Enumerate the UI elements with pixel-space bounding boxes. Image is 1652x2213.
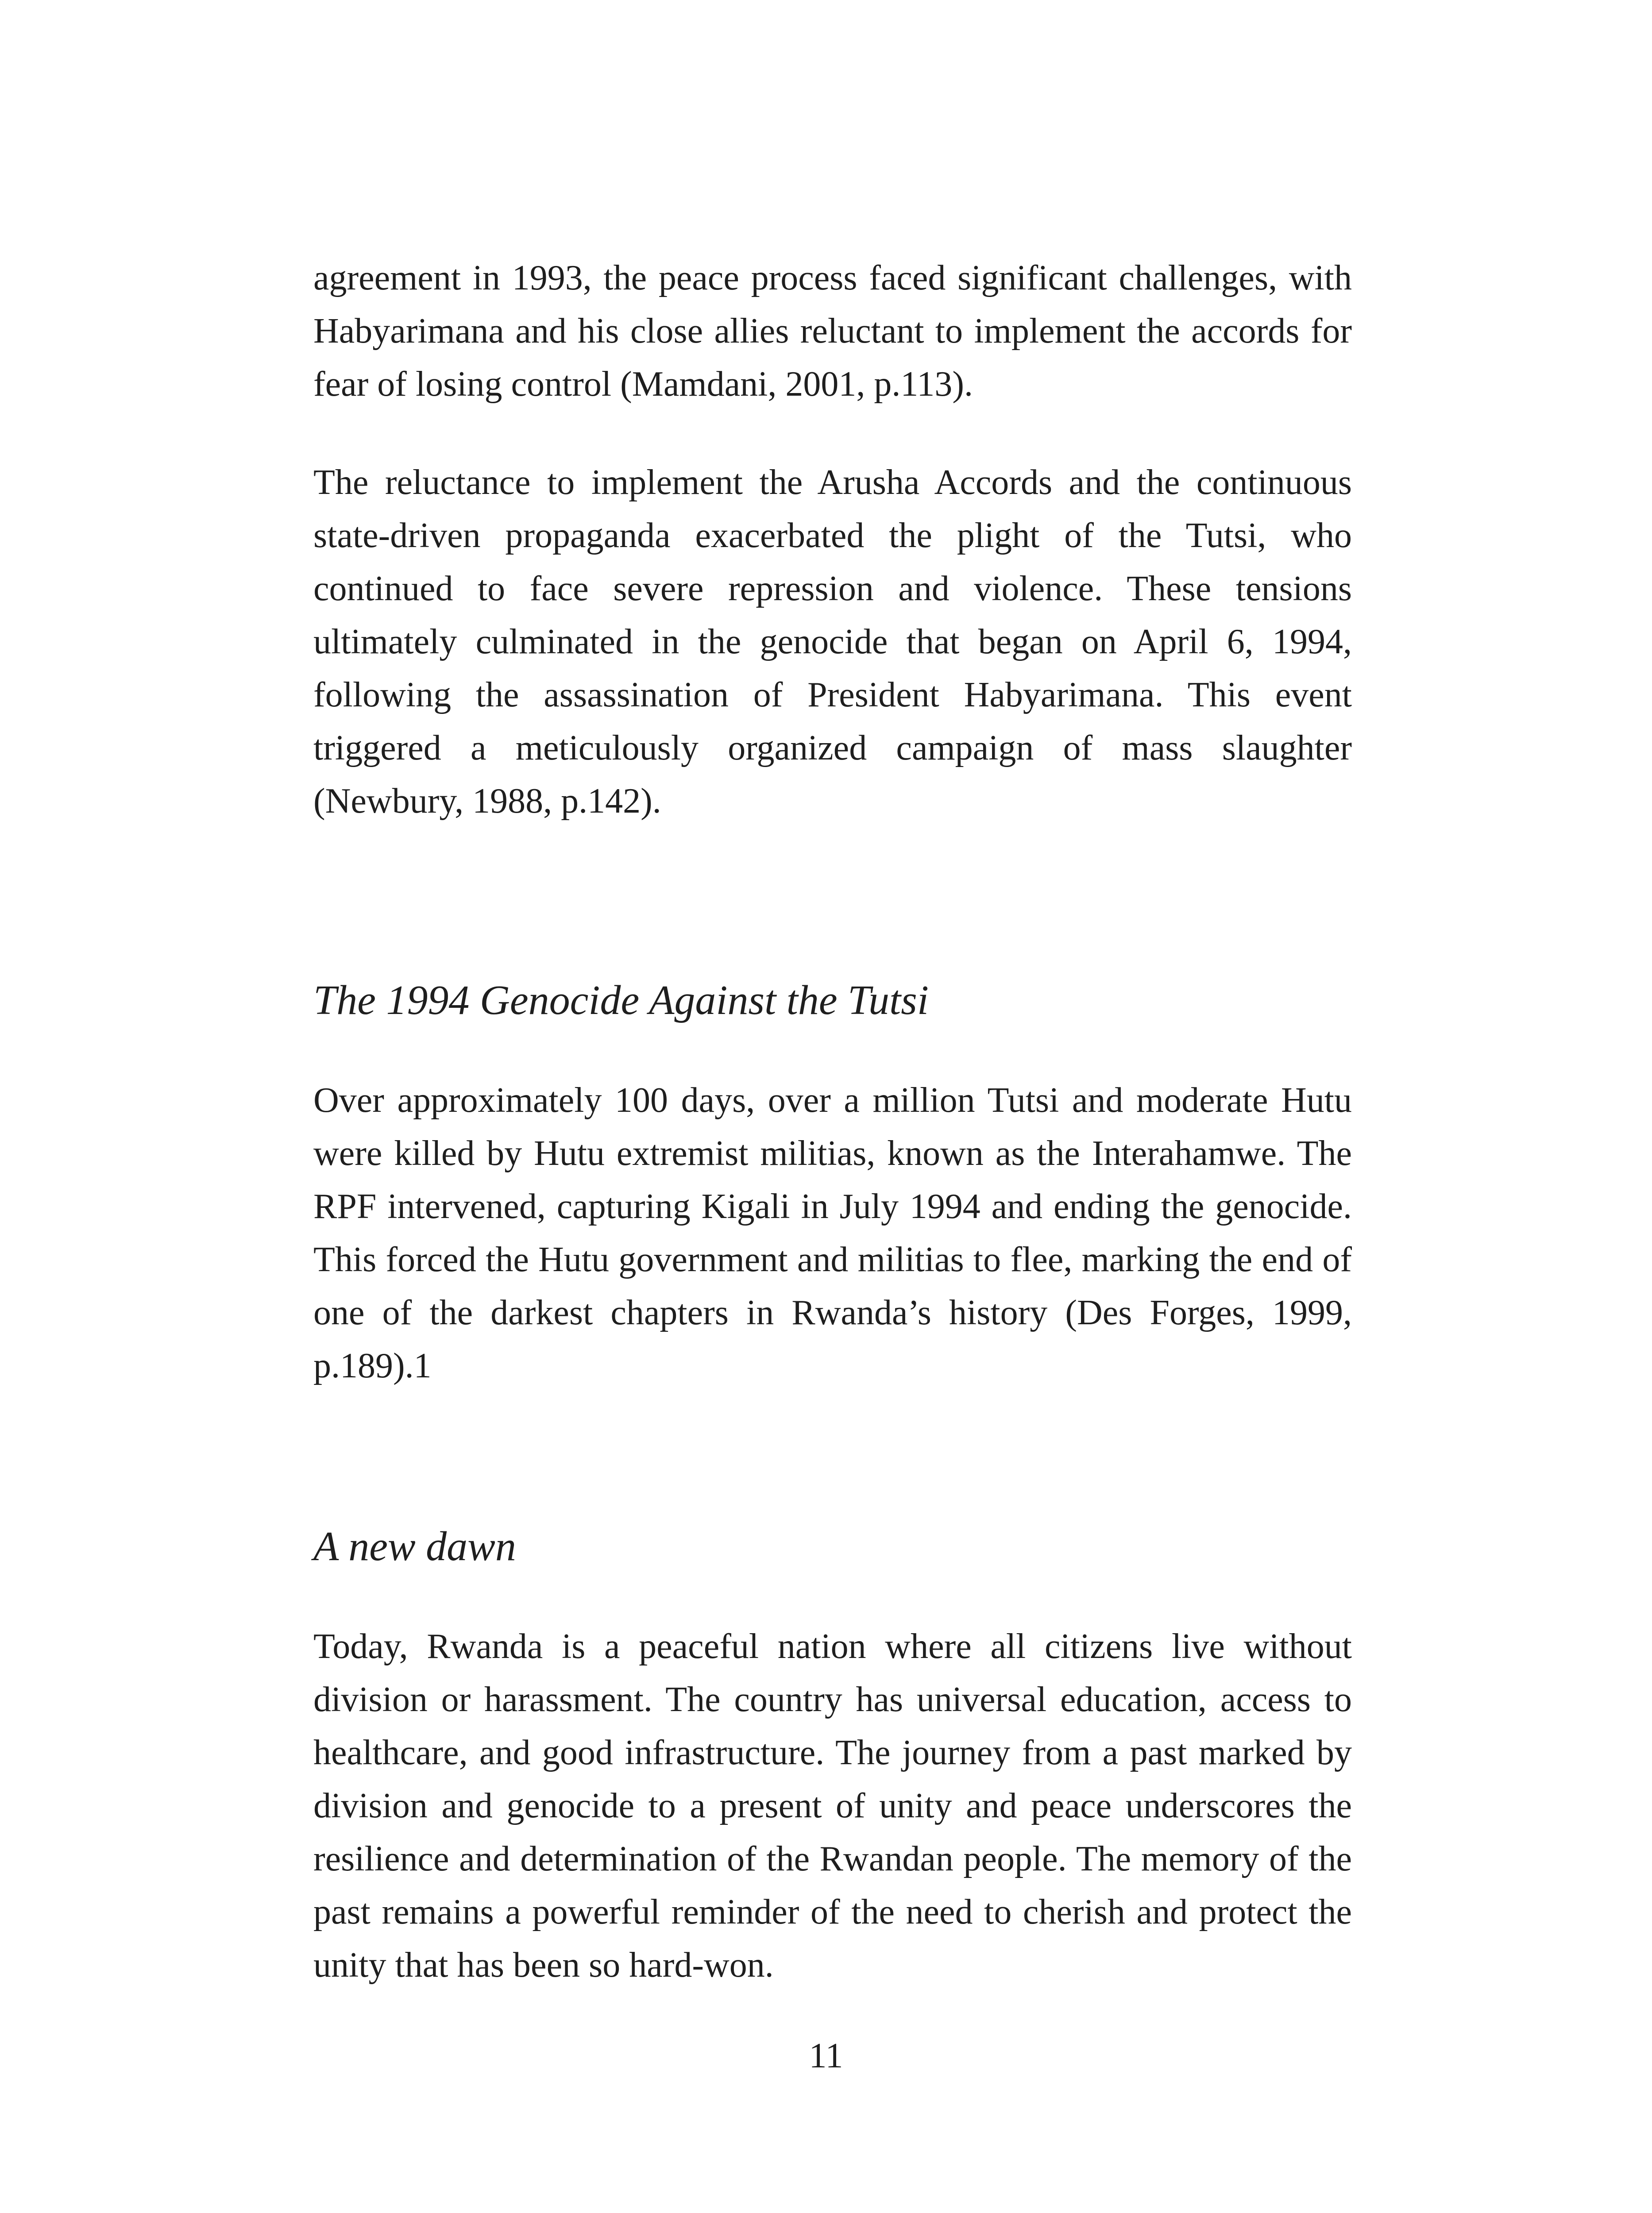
section-heading-new-dawn: A new dawn	[313, 1523, 516, 1569]
paragraph-arusha-agreement	[313, 251, 1352, 411]
paragraph-reluctance	[313, 456, 1352, 828]
paragraph-text: agreement in 1993, the peace process faced significant challenges, with Habyarimana and his close allies reluctant to implement the accords for fear of losing control (Mamdani, 2001, p.113).	[313, 258, 1352, 404]
paragraph-new-dawn	[313, 1620, 1352, 1992]
paragraph-text: Over approximately 100 days, over a million Tutsi and moderate Hutu were killed by Hutu extremist militias, known as the Interahamwe. The RPF intervened, capturing Kigali in July 1994 and ending the genocide. This forced the Hutu government and militias to flee, marking the end of one of the darkest chapters in Rwanda’s history (Des Forges, 1999, p.189).1	[313, 1081, 1352, 1385]
paragraph-text: Today, Rwanda is a peaceful nation where all citizens live without division or harassment. The country has universal education, access to healthcare, and good infrastructure. The journey from a past marked by division and genocide to a present of unity and peace underscores the resilience and determination of the Rwandan people. The memory of the past remains a powerful reminder of the need to cherish and protect the unity that has been so hard-won.	[313, 1627, 1352, 1985]
paragraph-genocide	[313, 1074, 1352, 1392]
page-number: 11	[809, 2036, 843, 2075]
paragraph-text: The reluctance to implement the Arusha Accords and the continuous state-driven propaganda exacerbated the plight of the Tutsi, who continued to face severe repression and violence. These tensions ultimately culminated in the genocide that began on April 6, 1994, following the assassination of President Habyarimana. This event triggered a meticulously organized campaign of mass slaughter (Newbury, 1988, p.142).	[313, 463, 1352, 821]
section-heading-genocide: The 1994 Genocide Against the Tutsi	[313, 977, 929, 1023]
